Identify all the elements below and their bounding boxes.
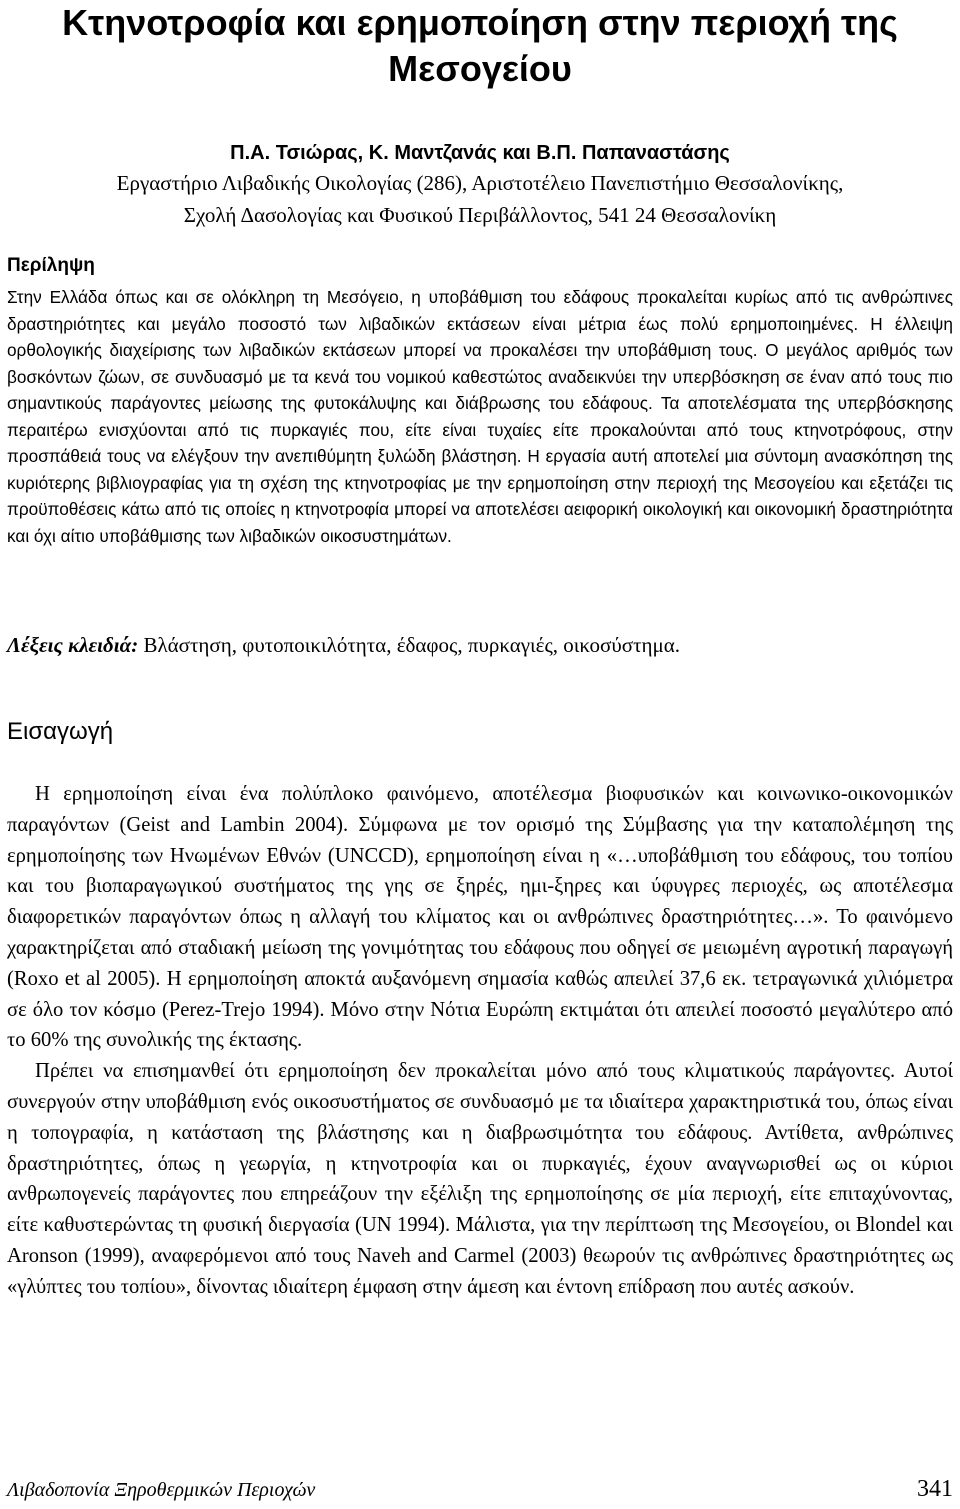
abstract-heading: Περίληψη (7, 255, 95, 276)
page-number: 341 (917, 1476, 953, 1502)
author-list: Π.Α. Τσιώρας, Κ. Μαντζανάς και Β.Π. Παπαναστάσης (230, 142, 730, 164)
keywords (7, 630, 953, 660)
abstract-text: Στην Ελλάδα όπως και σε ολόκληρη τη Μεσόγειο, η υποβάθμιση του εδάφους προκαλείται κυρίως από τις ανθρώπινες δραστηριότητες και μεγάλο ποσοστό των λιβαδικών εκτάσεων είναι μέτρια έως πολύ ερημοποιημένες. Η έλλειψη ορθολογικής διαχείρισης των λιβαδικών εκτάσεων μπορεί να προκαλέσει την υποβάθμιση τους. Ο μεγάλος αριθμός των βοσκόντων ζώων, σε συνδυασμό με τα κενά του νομικού καθεστώτος αναδεικνύει την υπερβόσκηση σε έναν από τους πιο σημαντικούς παράγοντες μείωσης της φυτοκάλυψης και διάβρωσης του εδάφους. Τα αποτελέσματα της υπερβόσκησης περαιτέρω ενισχύονται από τις πυρκαγιές που, είτε είναι τυχαίες είτε προκαλούνται από τους κτηνοτρόφους, στην προσπάθειά τους να ελέγξουν την ανεπιθύμητη ξυλώδη βλάστηση. Η εργασία αυτή αποτελεί μια σύντομη ανασκόπηση της κυριότερης βιβλιογραφίας για τη σχέση της κτηνοτροφίας με την ερημοποίηση στην περιοχή της Μεσογείου και εξετάζει τις προϋποθέσεις κάτω από τις οποίες η κτηνοτροφία μπορεί να αποτελέσει αειφορική οικολογική και οικονομική δραστηριότητα και όχι αίτιο υποβάθμισης των λιβαδικών οικοσυστημάτων. (7, 287, 953, 546)
introduction-body (7, 779, 953, 1303)
paper-title: Κτηνοτροφία και ερημοποίηση στην περιοχή της Μεσογείου (62, 2, 898, 89)
affiliation-line-2: Σχολή Δασολογίας και Φυσικού Περιβάλλοντος, 541 24 Θεσσαλονίκη (183, 203, 777, 227)
journal-footer: Λιβαδοπονία Ξηροθερμικών Περιοχών (7, 1479, 316, 1501)
paragraph: Η ερημοποίηση είναι ένα πολύπλοκο φαινόμενο, αποτέλεσμα βιοφυσικών και κοινωνικο-οικονομικών παραγόντων (Geist and Lambin 2004). Σύμφωνα με τον ορισμό της Σύμβασης για την καταπολέμηση της ερημοποίησης των Ηνωμένων Εθνών (UNCCD), ερημοποίηση είναι η «…υποβάθμιση του εδάφους, του τοπίου και του βιοπαραγωγικού συστήματος της γης σε ξηρές, ημι-ξηρες και ύφυγρες περιοχές, ως αποτέλεσμα διαφορετικών παραγόντων όπως η αλλαγή του κλίματος και οι ανθρώπινες δραστηριότητες…». Το φαινόμενο χαρακτηρίζεται από σταδιακή μείωση της γονιμότητας του εδάφους που οδηγεί σε μειωμένη αγροτική παραγωγή (Roxo et al 2005). Η ερημοποίηση αποκτά αυξανόμενη σημασία καθώς απειλεί 37,6 εκ. τετραγωνικά χιλιόμετρα σε όλο τον κόσμο (Perez-Trejo 1994). Μόνο στην Νότια Ευρώπη εκτιμάται ότι απειλεί ποσοστό μεγαλύτερο από το 60% της συνολικής της έκτασης. (7, 783, 953, 1052)
affiliation-line-1: Εργαστήριο Λιβαδικής Οικολογίας (286), Αριστοτέλειο Πανεπιστήμιο Θεσσαλονίκης, (116, 171, 844, 195)
introduction-heading: Εισαγωγή (7, 718, 114, 745)
keywords-label: Λέξεις κλειδιά: (7, 633, 139, 657)
keywords-text: Βλάστηση, φυτοποικιλότητα, έδαφος, πυρκαγιές, οικοσύστημα. (138, 633, 681, 657)
paragraph: Πρέπει να επισημανθεί ότι ερημοποίηση δεν προκαλείται μόνο από τους κλιματικούς παράγοντες. Αυτοί συνεργούν στην υποβάθμιση ενός οικοσυστήματος σε συνδυασμό με τα ιδιαίτερα χαρακτηριστικά του, όπως είναι η τοπογραφία, η κατάσταση της βλάστησης και η διαβρωσιμότητα του εδάφους. Αντίθετα, ανθρώπινες δραστηριότητες, όπως η γεωργία, η κτηνοτροφία και οι πυρκαγιές, έχουν αναγνωρισθεί ως οι κύριοι ανθρωπογενείς παράγοντες που επηρεάζουν την εξέλιξη της ερημοποίησης σε μία περιοχή, είτε επιταχύνοντας, είτε καθυστερώντας τη φυσική διεργασία (UN 1994). Μάλιστα, για την περίπτωση της Μεσογείου, οι Blondel και Aronson (1999), αναφερόμενοι από τους Naveh and Carmel (2003) θεωρούν τις ανθρώπινες δραστηριότητες ως «γλύπτες του τοπίου», δίνοντας ιδιαίτερη έμφαση στην άμεση και έντονη επίδραση που αυτές ασκούν. (7, 1060, 953, 1298)
